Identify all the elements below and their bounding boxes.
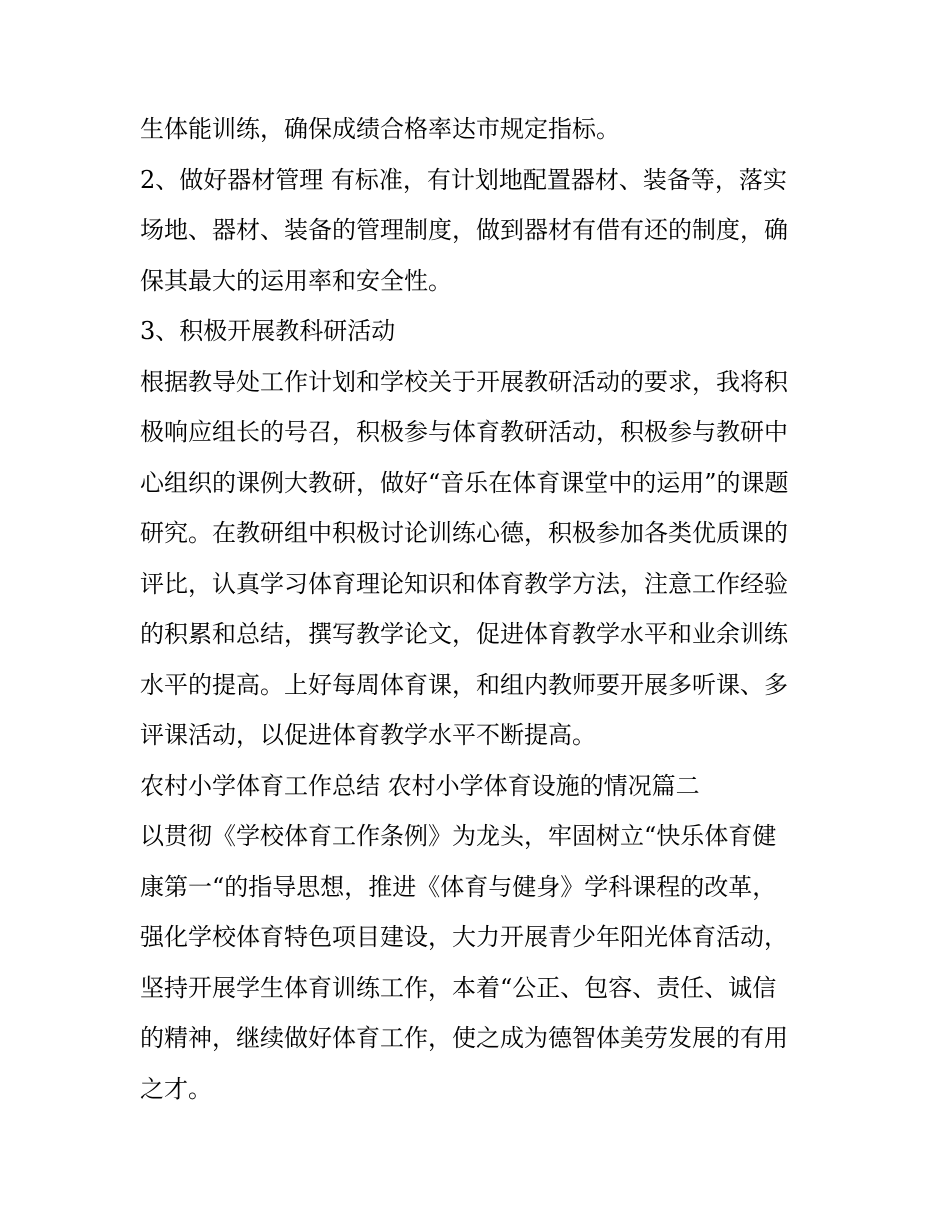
text-line: 心组织的课例大教研，做好“音乐在体育课堂中的运用”的课题 — [140, 469, 789, 497]
text-line: 的积累和总结，撰写教学论文，促进体育教学水平和业余训练 — [140, 620, 788, 648]
text-line: 研究。在教研组中积极讨论训练心德，积极参加各类优质课的 — [140, 519, 788, 547]
section-heading: 3、积极开展教科研活动 — [140, 317, 396, 345]
text-line: 根据教导处工作计划和学校关于开展教研活动的要求，我将积 — [140, 368, 788, 396]
text-line: 极响应组长的号召，积极参与体育教研活动，积极参与教研中 — [140, 418, 788, 446]
text-line: 康第一“的指导思想，推进《体育与健身》学科课程的改革， — [140, 873, 777, 901]
text-line: 2、做好器材管理 有标准，有计划地配置器材、装备等，落实 — [140, 166, 787, 194]
text-line: 强化学校体育特色项目建设，大力开展青少年阳光体育活动， — [140, 923, 788, 951]
text-line: 坚持开展学生体育训练工作，本着“公正、包容、责任、诚信 — [140, 974, 777, 1002]
text-line: 评比，认真学习体育理论知识和体育教学方法，注意工作经验 — [140, 570, 788, 598]
text-line: 评课活动，以促进体育教学水平不断提高。 — [140, 721, 596, 749]
text-line: 以贯彻《学校体育工作条例》为龙头，牢固树立“快乐体育健 — [140, 822, 777, 850]
text-line: 保其最大的运用率和安全性。 — [140, 267, 452, 295]
text-line: 生体能训练，确保成绩合格率达市规定指标。 — [140, 115, 620, 143]
article-title: 农村小学体育工作总结 农村小学体育设施的情况篇二 — [140, 772, 700, 800]
text-line: 场地、器材、装备的管理制度，做到器材有借有还的制度，确 — [140, 216, 788, 244]
text-line: 的精神，继续做好体育工作，使之成为德智体美劳发展的有用 — [140, 1024, 788, 1052]
text-line: 之才。 — [140, 1075, 212, 1103]
text-line: 水平的提高。上好每周体育课，和组内教师要开展多听课、多 — [140, 671, 788, 699]
